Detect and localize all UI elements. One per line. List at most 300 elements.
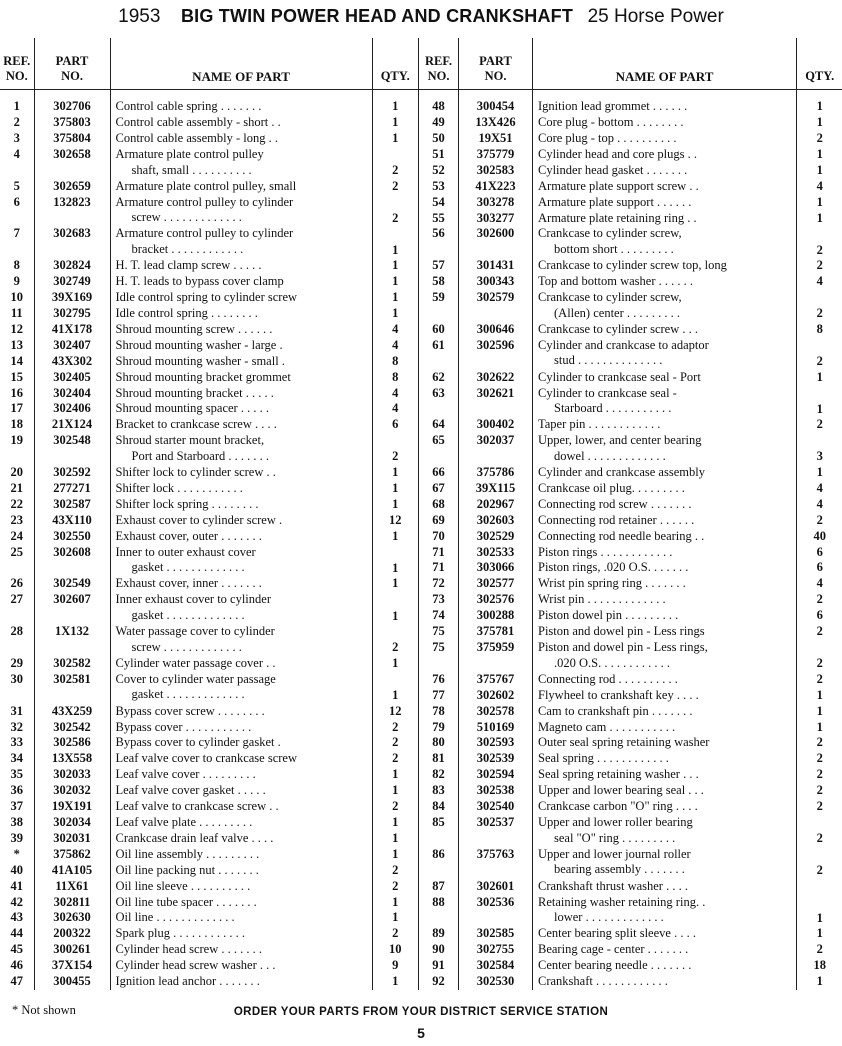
quantity: 1 — [372, 481, 418, 497]
quantity: 1 — [372, 90, 418, 116]
part-name-line: bracket . . . . . . . . . . . . — [131, 242, 244, 257]
quantity: 40 — [797, 529, 842, 545]
part-row — [419, 735, 842, 751]
part-row — [419, 433, 842, 465]
quantity: 1 — [797, 720, 842, 736]
part-row — [419, 290, 842, 322]
quantity: 2 — [797, 640, 842, 672]
ref-number: 66 — [419, 465, 459, 481]
parts-table-right — [418, 38, 842, 990]
part-name-line: Magneto cam . . . . . . . . . . . — [538, 719, 676, 734]
part-number: 200322 — [34, 926, 110, 942]
part-name-line: Armature plate control pulley, small — [115, 178, 297, 193]
ref-number: 46 — [10, 958, 23, 973]
part-name-line: Bypass cover screw . . . . . . . . — [115, 703, 265, 718]
part-name-line: Exhaust cover, inner . . . . . . . — [115, 576, 262, 591]
col-qty-header: QTY. — [372, 38, 418, 90]
part-name — [533, 370, 797, 386]
ref-number: 72 — [419, 576, 459, 592]
part-name-line: Bracket to crankcase screw . . . . — [115, 417, 277, 432]
part-name-line: Leaf valve cover gasket . . . . . — [115, 783, 266, 798]
ref-number: 10 — [10, 290, 23, 305]
part-row — [0, 672, 418, 704]
part-number: 302536 — [459, 895, 533, 927]
part-name-line: Armature plate support screw . . — [538, 178, 699, 193]
quantity: 2 — [372, 720, 418, 736]
quantity: 1 — [372, 545, 418, 577]
part-number: 13X426 — [459, 115, 533, 131]
ref-number: 86 — [419, 847, 459, 879]
part-name — [533, 529, 797, 545]
ref-number: 68 — [419, 497, 459, 513]
ref-number: 84 — [419, 799, 459, 815]
part-name — [110, 704, 372, 720]
ref-number: 45 — [10, 942, 23, 957]
part-name-line: Cylinder to crankcase seal - — [538, 385, 677, 400]
part-number: 302587 — [34, 497, 110, 513]
quantity: 1 — [797, 163, 842, 179]
part-name — [533, 147, 797, 163]
part-number: 300261 — [34, 942, 110, 958]
part-row — [419, 672, 842, 688]
part-name — [533, 735, 797, 751]
part-row — [419, 274, 842, 290]
part-name — [110, 783, 372, 799]
part-number: 300343 — [459, 274, 533, 290]
part-name — [110, 815, 372, 831]
part-row — [0, 417, 418, 433]
part-number: 1X132 — [34, 624, 110, 656]
quantity: 8 — [797, 322, 842, 338]
quantity — [797, 879, 842, 895]
ref-number: 1 — [13, 99, 20, 113]
part-row — [0, 290, 418, 306]
part-name-line: bottom short . . . . . . . . . — [554, 242, 674, 257]
part-name-line: Flywheel to crankshaft key . . . . — [538, 687, 699, 702]
part-name — [110, 417, 372, 433]
part-number: 302795 — [34, 306, 110, 322]
ref-number: 81 — [419, 751, 459, 767]
part-name-line: Shroud mounting spacer . . . . . — [115, 401, 269, 416]
order-notice: ORDER YOUR PARTS FROM YOUR DISTRICT SERVICE STATION — [233, 1006, 609, 1018]
part-name-line: Inner to outer exhaust cover — [115, 544, 256, 559]
part-number: 19X191 — [34, 799, 110, 815]
quantity: 1 — [797, 211, 842, 227]
quantity: 6 — [372, 417, 418, 433]
ref-number: 41 — [10, 878, 23, 893]
part-name-line: Armature control pulley to cylinder — [115, 194, 294, 209]
part-name-line: gasket . . . . . . . . . . . . . — [131, 687, 245, 702]
part-name — [110, 290, 372, 306]
part-name — [533, 481, 797, 497]
quantity: 2 — [797, 513, 842, 529]
quantity: 2 — [372, 195, 418, 227]
part-row — [0, 545, 418, 577]
part-name-line: Connecting rod retainer . . . . . . — [538, 512, 695, 527]
part-name — [533, 513, 797, 529]
quantity: 1 — [797, 465, 842, 481]
quantity: 8 — [372, 354, 418, 370]
part-name — [533, 895, 797, 927]
part-number: 302037 — [459, 433, 533, 465]
part-number: 302530 — [459, 974, 533, 990]
part-row — [419, 131, 842, 147]
page-footer — [0, 1003, 842, 1043]
ref-number: 37 — [10, 799, 23, 814]
part-name — [533, 672, 797, 688]
part-row — [0, 974, 418, 990]
col-ref-header: REF. NO. — [0, 38, 34, 90]
quantity: 2 — [797, 417, 842, 433]
part-name — [110, 90, 372, 116]
part-name — [110, 465, 372, 481]
ref-number: 78 — [419, 704, 459, 720]
ref-number: 3 — [13, 131, 20, 145]
part-name-line: Shifter lock . . . . . . . . . . . — [115, 480, 243, 495]
part-row — [0, 926, 418, 942]
ref-number: 13 — [10, 337, 23, 352]
ref-number: 33 — [10, 735, 23, 750]
part-row — [0, 831, 418, 847]
part-name-line: Upper and lower roller bearing — [538, 814, 693, 829]
part-name-line: Bypass cover to cylinder gasket . — [115, 735, 281, 750]
part-name — [533, 704, 797, 720]
part-number: 302578 — [459, 704, 533, 720]
part-number: 39X115 — [459, 481, 533, 497]
ref-number: 53 — [419, 179, 459, 195]
part-number: 302811 — [34, 895, 110, 911]
part-row — [419, 90, 842, 116]
part-name-line: Crankshaft thrust washer . . . . — [538, 878, 688, 893]
part-name-line: Outer seal spring retaining washer — [538, 735, 710, 750]
quantity: 2 — [797, 672, 842, 688]
quantity: 2 — [372, 624, 418, 656]
part-name-line: Ignition lead anchor . . . . . . . — [115, 974, 260, 989]
part-number: 302706 — [34, 90, 110, 116]
part-name-line: seal "O" ring . . . . . . . . . — [554, 830, 676, 845]
quantity: 1 — [797, 704, 842, 720]
part-number: 302034 — [34, 815, 110, 831]
part-row — [419, 529, 842, 545]
quantity: 2 — [372, 433, 418, 465]
quantity: 4 — [797, 497, 842, 513]
part-name-line: Taper pin . . . . . . . . . . . . — [538, 417, 661, 432]
quantity: 6 — [797, 608, 842, 624]
ref-number: 32 — [10, 719, 23, 734]
part-number: 375763 — [459, 847, 533, 879]
part-row — [0, 799, 418, 815]
part-row — [419, 386, 842, 418]
quantity: 2 — [797, 258, 842, 274]
ref-number: 70 — [419, 529, 459, 545]
part-number: 301431 — [459, 258, 533, 274]
part-name-line: Retaining washer retaining ring. . — [538, 894, 706, 909]
ref-number: 5 — [13, 178, 20, 193]
part-row — [419, 720, 842, 736]
part-row — [0, 783, 418, 799]
part-name — [533, 322, 797, 338]
part-row — [419, 592, 842, 608]
ref-number: 48 — [419, 90, 459, 116]
ref-number: 43 — [10, 910, 23, 925]
part-number: 302576 — [459, 592, 533, 608]
part-number: 302603 — [459, 513, 533, 529]
ref-number: 91 — [419, 958, 459, 974]
ref-number: 83 — [419, 783, 459, 799]
part-name-line: H. T. lead clamp screw . . . . . — [115, 258, 262, 273]
part-number: 375959 — [459, 640, 533, 672]
part-number: 375803 — [34, 115, 110, 131]
part-name-line: (Allen) center . . . . . . . . . — [554, 305, 681, 320]
part-name — [110, 624, 372, 656]
part-name — [110, 401, 372, 417]
part-number: 302579 — [459, 290, 533, 322]
part-number: 302592 — [34, 465, 110, 481]
ref-number: 87 — [419, 879, 459, 895]
ref-number: 47 — [10, 974, 23, 989]
ref-number: 44 — [10, 926, 23, 941]
part-row — [0, 131, 418, 147]
part-row — [0, 386, 418, 402]
part-row — [419, 958, 842, 974]
quantity: 1 — [797, 115, 842, 131]
part-number: 302602 — [459, 688, 533, 704]
ref-number: 92 — [419, 974, 459, 990]
part-name — [110, 131, 372, 147]
quantity: 1 — [372, 592, 418, 624]
part-number: 302659 — [34, 179, 110, 195]
ref-number: 58 — [419, 274, 459, 290]
part-number: 302406 — [34, 401, 110, 417]
ref-number: 39 — [10, 830, 23, 845]
part-name — [533, 624, 797, 640]
part-number: 302621 — [459, 386, 533, 418]
part-name — [110, 847, 372, 863]
quantity: 1 — [797, 926, 842, 942]
part-name — [110, 910, 372, 926]
quantity: 9 — [372, 958, 418, 974]
quantity: 1 — [372, 131, 418, 147]
part-row — [0, 529, 418, 545]
ref-number: 54 — [419, 195, 459, 211]
part-name — [533, 545, 797, 561]
quantity: 2 — [797, 815, 842, 847]
part-number: 302585 — [459, 926, 533, 942]
part-name — [110, 370, 372, 386]
part-name — [110, 258, 372, 274]
part-name — [110, 386, 372, 402]
part-name-line: Port and Starboard . . . . . . . — [131, 448, 269, 463]
part-row — [0, 354, 418, 370]
ref-number: 59 — [419, 290, 459, 322]
part-name-line: Starboard . . . . . . . . . . . — [554, 401, 672, 416]
part-row — [0, 306, 418, 322]
part-row — [0, 401, 418, 417]
part-name-line: Shroud starter mount bracket, — [115, 433, 265, 448]
quantity: 4 — [797, 481, 842, 497]
part-name-line: Crankcase drain leaf valve . . . . — [115, 830, 274, 845]
ref-number: 82 — [419, 767, 459, 783]
part-row — [419, 751, 842, 767]
ref-number: 14 — [10, 353, 23, 368]
part-number: 302581 — [34, 672, 110, 704]
ref-number: 50 — [419, 131, 459, 147]
quantity: 2 — [797, 799, 842, 815]
part-row — [0, 704, 418, 720]
quantity: 2 — [372, 147, 418, 179]
ref-number: 75 — [419, 640, 459, 672]
part-row — [419, 338, 842, 370]
part-number: 277271 — [34, 481, 110, 497]
ref-number: 67 — [419, 481, 459, 497]
part-number: 303278 — [459, 195, 533, 211]
part-name-line: Armature plate support . . . . . . — [538, 194, 692, 209]
part-name-line: screw . . . . . . . . . . . . . — [131, 639, 242, 654]
ref-number: 42 — [10, 894, 23, 909]
part-number: 302622 — [459, 370, 533, 386]
ref-number: 79 — [419, 720, 459, 736]
part-name-line: Piston rings, .020 O.S. . . . . . . — [538, 560, 689, 575]
part-number: 19X51 — [459, 131, 533, 147]
quantity: 1 — [372, 115, 418, 131]
part-name — [533, 560, 797, 576]
part-name — [533, 226, 797, 258]
part-name-line: H. T. leads to bypass cover clamp — [115, 274, 284, 289]
quantity: 1 — [372, 847, 418, 863]
part-row — [0, 576, 418, 592]
part-number: 302600 — [459, 226, 533, 258]
part-name — [110, 831, 372, 847]
part-number: 39X169 — [34, 290, 110, 306]
part-name-line: Armature plate control pulley — [115, 146, 264, 161]
part-name — [110, 195, 372, 227]
part-row — [0, 720, 418, 736]
part-name — [533, 386, 797, 418]
part-row — [419, 974, 842, 990]
part-number: 302537 — [459, 815, 533, 847]
ref-number: 17 — [10, 401, 23, 416]
part-name-line: Control cable spring . . . . . . . — [115, 99, 262, 113]
part-number: 375767 — [459, 672, 533, 688]
part-name — [533, 195, 797, 211]
quantity: 2 — [372, 863, 418, 879]
quantity: 2 — [372, 879, 418, 895]
col-qty-header: QTY. — [797, 38, 842, 90]
part-name — [533, 211, 797, 227]
quantity: 1 — [372, 672, 418, 704]
part-row — [419, 497, 842, 513]
part-row — [0, 863, 418, 879]
part-row — [0, 465, 418, 481]
part-name — [533, 926, 797, 942]
part-name-line: Center bearing needle . . . . . . . — [538, 958, 692, 973]
part-name-line: Shroud mounting washer - large . — [115, 337, 283, 352]
ref-number: * — [13, 846, 20, 861]
part-name — [533, 576, 797, 592]
header-title: BIG TWIN POWER HEAD AND CRANKSHAFT — [180, 6, 574, 26]
part-row — [0, 195, 418, 227]
quantity: 1 — [797, 370, 842, 386]
part-number: 302542 — [34, 720, 110, 736]
part-number: 300455 — [34, 974, 110, 990]
part-number: 41A105 — [34, 863, 110, 879]
part-name — [110, 895, 372, 911]
quantity: 1 — [372, 974, 418, 990]
part-name-line: Seal spring retaining washer . . . — [538, 767, 699, 782]
part-name-line: Upper, lower, and center bearing — [538, 433, 702, 448]
part-name — [533, 465, 797, 481]
part-number: 302594 — [459, 767, 533, 783]
part-number: 375786 — [459, 465, 533, 481]
part-row — [419, 465, 842, 481]
part-row — [419, 195, 842, 211]
header-horsepower: 25 Horse Power — [587, 6, 724, 27]
part-name-line: Wrist pin spring ring . . . . . . . — [538, 576, 686, 591]
part-name-line: Oil line tube spacer . . . . . . . — [115, 894, 257, 909]
part-name — [110, 497, 372, 513]
part-name — [533, 879, 797, 895]
part-number: 302593 — [459, 735, 533, 751]
part-name-line: Water passage cover to cylinder — [115, 624, 275, 639]
part-row — [0, 847, 418, 863]
ref-number: 49 — [419, 115, 459, 131]
part-name — [110, 926, 372, 942]
part-number: 43X110 — [34, 513, 110, 529]
part-name — [533, 179, 797, 195]
part-number: 302577 — [459, 576, 533, 592]
quantity: 1 — [372, 465, 418, 481]
part-row — [419, 560, 842, 576]
part-number: 302533 — [459, 545, 533, 561]
ref-number: 77 — [419, 688, 459, 704]
quantity: 2 — [797, 624, 842, 640]
part-name-line: bearing assembly . . . . . . . — [554, 862, 685, 877]
part-row — [0, 497, 418, 513]
page-header — [0, 6, 842, 28]
part-number: 302548 — [34, 433, 110, 465]
part-number: 302032 — [34, 783, 110, 799]
part-number: 302749 — [34, 274, 110, 290]
part-name-line: Shifter lock spring . . . . . . . . — [115, 496, 259, 511]
quantity: 1 — [797, 386, 842, 418]
part-name — [533, 815, 797, 847]
ref-number: 74 — [419, 608, 459, 624]
part-number: 302529 — [459, 529, 533, 545]
part-name-line: Wrist pin . . . . . . . . . . . . . — [538, 592, 666, 607]
ref-number: 19 — [10, 433, 23, 448]
ref-number: 85 — [419, 815, 459, 847]
ref-number: 26 — [10, 576, 23, 591]
part-row — [0, 879, 418, 895]
quantity: 2 — [372, 799, 418, 815]
part-number: 302584 — [459, 958, 533, 974]
part-name-line: Connecting rod screw . . . . . . . — [538, 496, 692, 511]
part-name-line: Cylinder head gasket . . . . . . . — [538, 162, 688, 177]
part-row — [0, 513, 418, 529]
quantity: 2 — [797, 131, 842, 147]
part-name — [533, 592, 797, 608]
quantity: 1 — [372, 656, 418, 672]
quantity: 12 — [372, 513, 418, 529]
part-name — [110, 672, 372, 704]
ref-number: 89 — [419, 926, 459, 942]
part-name — [110, 274, 372, 290]
part-number: 302549 — [34, 576, 110, 592]
quantity: 2 — [372, 751, 418, 767]
ref-number: 18 — [10, 417, 23, 432]
part-name-line: gasket . . . . . . . . . . . . . — [131, 607, 245, 622]
part-name-line: Cylinder head screw washer . . . — [115, 958, 276, 973]
